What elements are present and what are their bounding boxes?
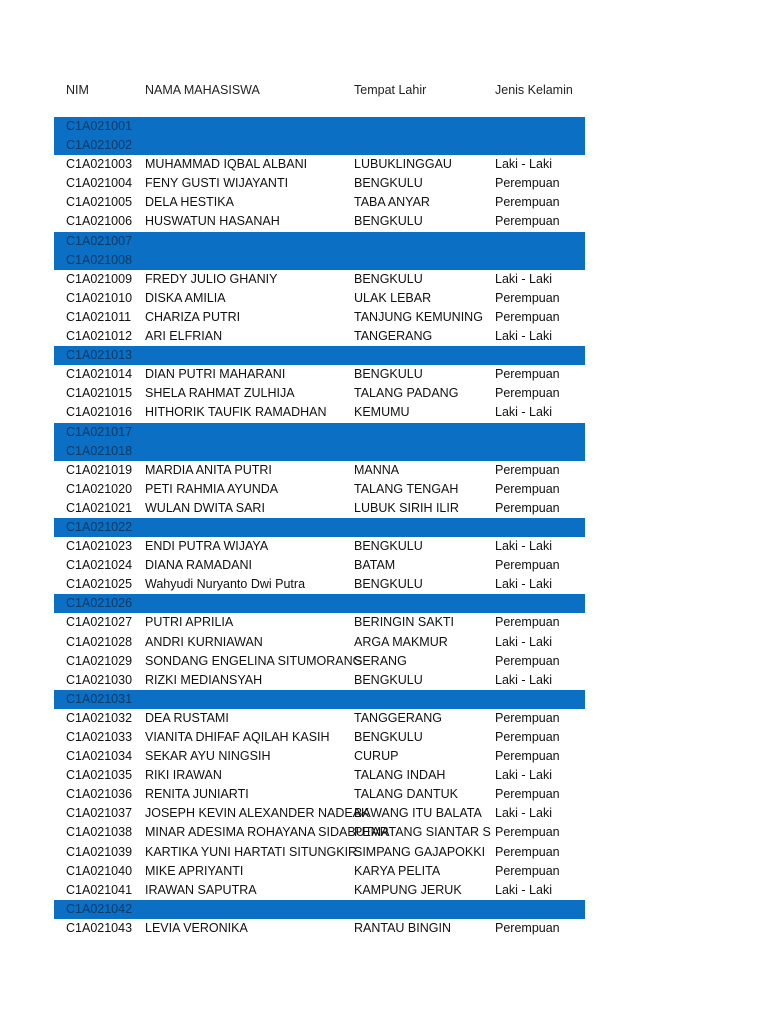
cell-jenis-kelamin: Laki - Laki bbox=[495, 271, 552, 286]
cell-nama: RENITA JUNIARTI bbox=[145, 787, 249, 802]
table-row bbox=[54, 766, 585, 785]
cell-jenis-kelamin: Perempuan bbox=[495, 920, 560, 935]
cell-nim: C1A021010 bbox=[66, 290, 133, 305]
table-row bbox=[54, 461, 585, 480]
cell-tempat-lahir: BAWANG ITU BALATA bbox=[354, 806, 482, 821]
cell-tempat-lahir: MANNA bbox=[354, 462, 400, 477]
cell-jenis-kelamin: Laki - Laki bbox=[495, 577, 552, 592]
cell-nim: C1A021005 bbox=[66, 195, 133, 210]
cell-nim: C1A021007 bbox=[66, 233, 133, 248]
cell-jenis-kelamin: Perempuan bbox=[495, 653, 560, 668]
cell-jenis-kelamin: Perempuan bbox=[495, 844, 560, 859]
cell-tempat-lahir: TABA ANYAR bbox=[354, 195, 430, 210]
table-row bbox=[54, 270, 585, 289]
cell-nim: C1A021041 bbox=[66, 882, 133, 897]
cell-nim: C1A021026 bbox=[66, 596, 133, 611]
cell-jenis-kelamin: Perempuan bbox=[495, 615, 560, 630]
table-row bbox=[54, 308, 585, 327]
table-row bbox=[54, 289, 585, 308]
cell-jenis-kelamin: Perempuan bbox=[495, 825, 560, 840]
cell-tempat-lahir: PEMATANG SIANTAR S bbox=[354, 825, 491, 840]
cell-nama: DEA RUSTAMI bbox=[145, 710, 229, 725]
cell-nama: SEKAR AYU NINGSIH bbox=[145, 749, 271, 764]
student-table bbox=[54, 80, 585, 938]
cell-tempat-lahir: BENGKULU bbox=[354, 271, 423, 286]
cell-tempat-lahir: ULAK LEBAR bbox=[354, 290, 432, 305]
cell-jenis-kelamin: Perempuan bbox=[495, 309, 560, 324]
table-row bbox=[54, 365, 585, 384]
cell-tempat-lahir: CURUP bbox=[354, 749, 399, 764]
cell-nim: C1A021024 bbox=[66, 558, 133, 573]
cell-jenis-kelamin: Perempuan bbox=[495, 214, 560, 229]
cell-jenis-kelamin: Perempuan bbox=[495, 176, 560, 191]
table-row bbox=[54, 709, 585, 728]
cell-nama: IRAWAN SAPUTRA bbox=[145, 882, 257, 897]
cell-tempat-lahir: KAMPUNG JERUK bbox=[354, 882, 462, 897]
table-row bbox=[54, 155, 585, 174]
cell-nim: C1A021031 bbox=[66, 691, 133, 706]
cell-jenis-kelamin: Laki - Laki bbox=[495, 329, 552, 344]
table-row-highlighted bbox=[54, 117, 585, 136]
cell-tempat-lahir: SIMPANG GAJAPOKKI bbox=[354, 844, 486, 859]
cell-nama: ANDRI KURNIAWAN bbox=[145, 634, 263, 649]
cell-tempat-lahir: SERANG bbox=[354, 653, 407, 668]
cell-nim: C1A021006 bbox=[66, 214, 133, 229]
cell-nim: C1A021008 bbox=[66, 252, 133, 267]
table-row bbox=[54, 843, 585, 862]
cell-jenis-kelamin: Laki - Laki bbox=[495, 634, 552, 649]
table-row bbox=[54, 193, 585, 212]
table-row-highlighted bbox=[54, 232, 585, 251]
cell-nama: FENY GUSTI WIJAYANTI bbox=[145, 176, 289, 191]
table-row bbox=[54, 862, 585, 881]
cell-nama: JOSEPH KEVIN ALEXANDER NADEAK bbox=[145, 806, 370, 821]
cell-jenis-kelamin: Perempuan bbox=[495, 386, 560, 401]
cell-jenis-kelamin: Perempuan bbox=[495, 863, 560, 878]
cell-nim: C1A021035 bbox=[66, 768, 133, 783]
cell-jenis-kelamin: Perempuan bbox=[495, 195, 560, 210]
cell-jenis-kelamin: Perempuan bbox=[495, 558, 560, 573]
cell-nama: DISKA AMILIA bbox=[145, 290, 226, 305]
table-row bbox=[54, 480, 585, 499]
cell-nama: MARDIA ANITA PUTRI bbox=[145, 462, 272, 477]
cell-nama: MUHAMMAD IQBAL ALBANI bbox=[145, 157, 308, 172]
table-row-highlighted bbox=[54, 518, 585, 537]
cell-jenis-kelamin: Perempuan bbox=[495, 462, 560, 477]
cell-nama: RIKI IRAWAN bbox=[145, 768, 222, 783]
cell-nim: C1A021012 bbox=[66, 329, 133, 344]
cell-tempat-lahir: BATAM bbox=[354, 558, 396, 573]
cell-nim: C1A021011 bbox=[66, 309, 132, 324]
cell-nama: HITHORIK TAUFIK RAMADHAN bbox=[145, 405, 327, 420]
cell-nama: ENDI PUTRA WIJAYA bbox=[145, 539, 269, 554]
cell-jenis-kelamin: Perempuan bbox=[495, 290, 560, 305]
cell-tempat-lahir: LUBUKLINGGAU bbox=[354, 157, 452, 172]
table-row-highlighted bbox=[54, 442, 585, 461]
table-row bbox=[54, 613, 585, 632]
cell-jenis-kelamin: Laki - Laki bbox=[495, 157, 552, 172]
cell-tempat-lahir: TALANG INDAH bbox=[354, 768, 446, 783]
cell-nim: C1A021001 bbox=[66, 119, 133, 133]
cell-jenis-kelamin: Laki - Laki bbox=[495, 539, 552, 554]
table-body bbox=[54, 117, 585, 938]
cell-nim: C1A021021 bbox=[66, 500, 133, 515]
table-row-highlighted bbox=[54, 423, 585, 442]
cell-nama: WULAN DWITA SARI bbox=[145, 500, 265, 515]
cell-nim: C1A021039 bbox=[66, 844, 133, 859]
cell-tempat-lahir: BENGKULU bbox=[354, 176, 423, 191]
cell-nim: C1A021018 bbox=[66, 443, 133, 458]
cell-nim: C1A021030 bbox=[66, 672, 133, 687]
cell-nim: C1A021033 bbox=[66, 730, 133, 744]
cell-tempat-lahir: LUBUK SIRIH ILIR bbox=[354, 500, 459, 515]
cell-nim: C1A021032 bbox=[66, 710, 133, 725]
cell-nim: C1A021027 bbox=[66, 615, 133, 630]
cell-nama: CHARIZA PUTRI bbox=[145, 309, 241, 324]
cell-nama: PETI RAHMIA AYUNDA bbox=[145, 481, 279, 496]
table-row-highlighted bbox=[54, 594, 585, 613]
table-row-highlighted bbox=[54, 251, 585, 270]
cell-jenis-kelamin: Perempuan bbox=[495, 730, 560, 744]
header-tempat-lahir: Tempat Lahir bbox=[354, 83, 427, 97]
cell-nim: C1A021019 bbox=[66, 462, 133, 477]
cell-jenis-kelamin: Laki - Laki bbox=[495, 672, 552, 687]
cell-jenis-kelamin: Perempuan bbox=[495, 367, 560, 382]
cell-nama: DIAN PUTRI MAHARANI bbox=[145, 367, 286, 382]
cell-jenis-kelamin: Perempuan bbox=[495, 710, 560, 725]
cell-nama: DELA HESTIKA bbox=[145, 195, 234, 210]
cell-nim: C1A021013 bbox=[66, 348, 133, 363]
table-row bbox=[54, 537, 585, 556]
table-header bbox=[54, 80, 585, 102]
cell-tempat-lahir: TALANG PADANG bbox=[354, 386, 459, 401]
cell-jenis-kelamin: Perempuan bbox=[495, 749, 560, 764]
cell-nim: C1A021002 bbox=[66, 138, 133, 153]
cell-tempat-lahir: TALANG TENGAH bbox=[354, 481, 459, 496]
cell-nama: ARI ELFRIAN bbox=[145, 329, 223, 344]
table-row bbox=[54, 174, 585, 193]
cell-jenis-kelamin: Laki - Laki bbox=[495, 882, 552, 897]
cell-nim: C1A021016 bbox=[66, 405, 133, 420]
cell-tempat-lahir: BENGKULU bbox=[354, 214, 423, 229]
cell-nama: SHELA RAHMAT ZULHIJA bbox=[145, 386, 295, 401]
cell-tempat-lahir: KEMUMU bbox=[354, 405, 410, 420]
cell-nim: C1A021028 bbox=[66, 634, 133, 649]
table-row bbox=[54, 212, 585, 231]
cell-jenis-kelamin: Laki - Laki bbox=[495, 405, 552, 420]
table-row bbox=[54, 327, 585, 346]
cell-tempat-lahir: BENGKULU bbox=[354, 577, 423, 592]
cell-tempat-lahir: KARYA PELITA bbox=[354, 863, 441, 878]
table-row bbox=[54, 785, 585, 804]
cell-nim: C1A021042 bbox=[66, 901, 133, 916]
table-row bbox=[54, 671, 585, 690]
cell-jenis-kelamin: Laki - Laki bbox=[495, 806, 552, 821]
cell-nim: C1A021040 bbox=[66, 863, 133, 878]
table-row-highlighted bbox=[54, 690, 585, 709]
cell-nim: C1A021009 bbox=[66, 271, 133, 286]
cell-nim: C1A021038 bbox=[66, 825, 133, 840]
cell-jenis-kelamin: Perempuan bbox=[495, 787, 560, 802]
cell-nim: C1A021029 bbox=[66, 653, 133, 668]
header-nim: NIM bbox=[66, 83, 89, 97]
table-row bbox=[54, 499, 585, 518]
cell-nama: KARTIKA YUNI HARTATI SITUNGKIR bbox=[145, 844, 358, 859]
table-row bbox=[54, 384, 585, 403]
cell-nama: RIZKI MEDIANSYAH bbox=[145, 672, 263, 687]
cell-nama: MINAR ADESIMA ROHAYANA SIDABUTAR bbox=[145, 825, 389, 840]
table-row bbox=[54, 747, 585, 766]
cell-nim: C1A021043 bbox=[66, 920, 133, 935]
cell-nama: MIKE APRIYANTI bbox=[145, 863, 244, 878]
table-row bbox=[54, 575, 585, 594]
cell-tempat-lahir: BENGKULU bbox=[354, 539, 423, 554]
cell-nim: C1A021003 bbox=[66, 157, 133, 172]
cell-nim: C1A021025 bbox=[66, 577, 133, 592]
cell-nim: C1A021023 bbox=[66, 539, 133, 554]
cell-nim: C1A021004 bbox=[66, 176, 133, 191]
cell-tempat-lahir: BERINGIN SAKTI bbox=[354, 615, 455, 630]
cell-nim: C1A021036 bbox=[66, 787, 133, 802]
cell-nim: C1A021037 bbox=[66, 806, 133, 821]
table-row-highlighted bbox=[54, 346, 585, 365]
table-row bbox=[54, 728, 585, 747]
cell-nim: C1A021014 bbox=[66, 367, 133, 382]
cell-nama: PUTRI APRILIA bbox=[145, 615, 234, 630]
cell-nama: DIANA RAMADANI bbox=[145, 558, 252, 573]
table-row bbox=[54, 823, 585, 842]
cell-nama: SONDANG ENGELINA SITUMORANG bbox=[145, 653, 363, 668]
cell-nama: HUSWATUN HASANAH bbox=[145, 214, 280, 229]
table-row bbox=[54, 633, 585, 652]
cell-tempat-lahir: TANGGERANG bbox=[354, 710, 442, 725]
table-row bbox=[54, 403, 585, 422]
cell-tempat-lahir: TANJUNG KEMUNING bbox=[354, 309, 483, 324]
header-nama: NAMA MAHASISWA bbox=[145, 83, 260, 97]
cell-tempat-lahir: BENGKULU bbox=[354, 672, 423, 687]
cell-tempat-lahir: BENGKULU bbox=[354, 367, 423, 382]
cell-tempat-lahir: RANTAU BINGIN bbox=[354, 920, 451, 935]
cell-tempat-lahir: ARGA MAKMUR bbox=[354, 634, 448, 649]
cell-tempat-lahir: TALANG DANTUK bbox=[354, 787, 458, 802]
table-row bbox=[54, 556, 585, 575]
cell-nama: LEVIA VERONIKA bbox=[145, 920, 248, 935]
cell-nim: C1A021022 bbox=[66, 519, 133, 534]
cell-nama: Wahyudi Nuryanto Dwi Putra bbox=[145, 577, 306, 592]
cell-nama: FREDY JULIO GHANIY bbox=[145, 271, 278, 286]
cell-jenis-kelamin: Perempuan bbox=[495, 481, 560, 496]
table-row bbox=[54, 652, 585, 671]
cell-nim: C1A021034 bbox=[66, 749, 133, 764]
table-row bbox=[54, 881, 585, 900]
cell-nama: VIANITA DHIFAF AQILAH KASIH bbox=[145, 730, 330, 744]
table-row bbox=[54, 919, 585, 938]
table-row bbox=[54, 804, 585, 823]
cell-nim: C1A021017 bbox=[66, 424, 133, 439]
cell-tempat-lahir: BENGKULU bbox=[354, 730, 423, 744]
table-row-highlighted bbox=[54, 900, 585, 919]
cell-tempat-lahir: TANGERANG bbox=[354, 329, 433, 344]
table-row-highlighted bbox=[54, 136, 585, 155]
header-jenis-kelamin: Jenis Kelamin bbox=[495, 83, 573, 97]
cell-nim: C1A021015 bbox=[66, 386, 133, 401]
cell-nim: C1A021020 bbox=[66, 481, 133, 496]
cell-jenis-kelamin: Laki - Laki bbox=[495, 768, 552, 783]
cell-jenis-kelamin: Perempuan bbox=[495, 500, 560, 515]
